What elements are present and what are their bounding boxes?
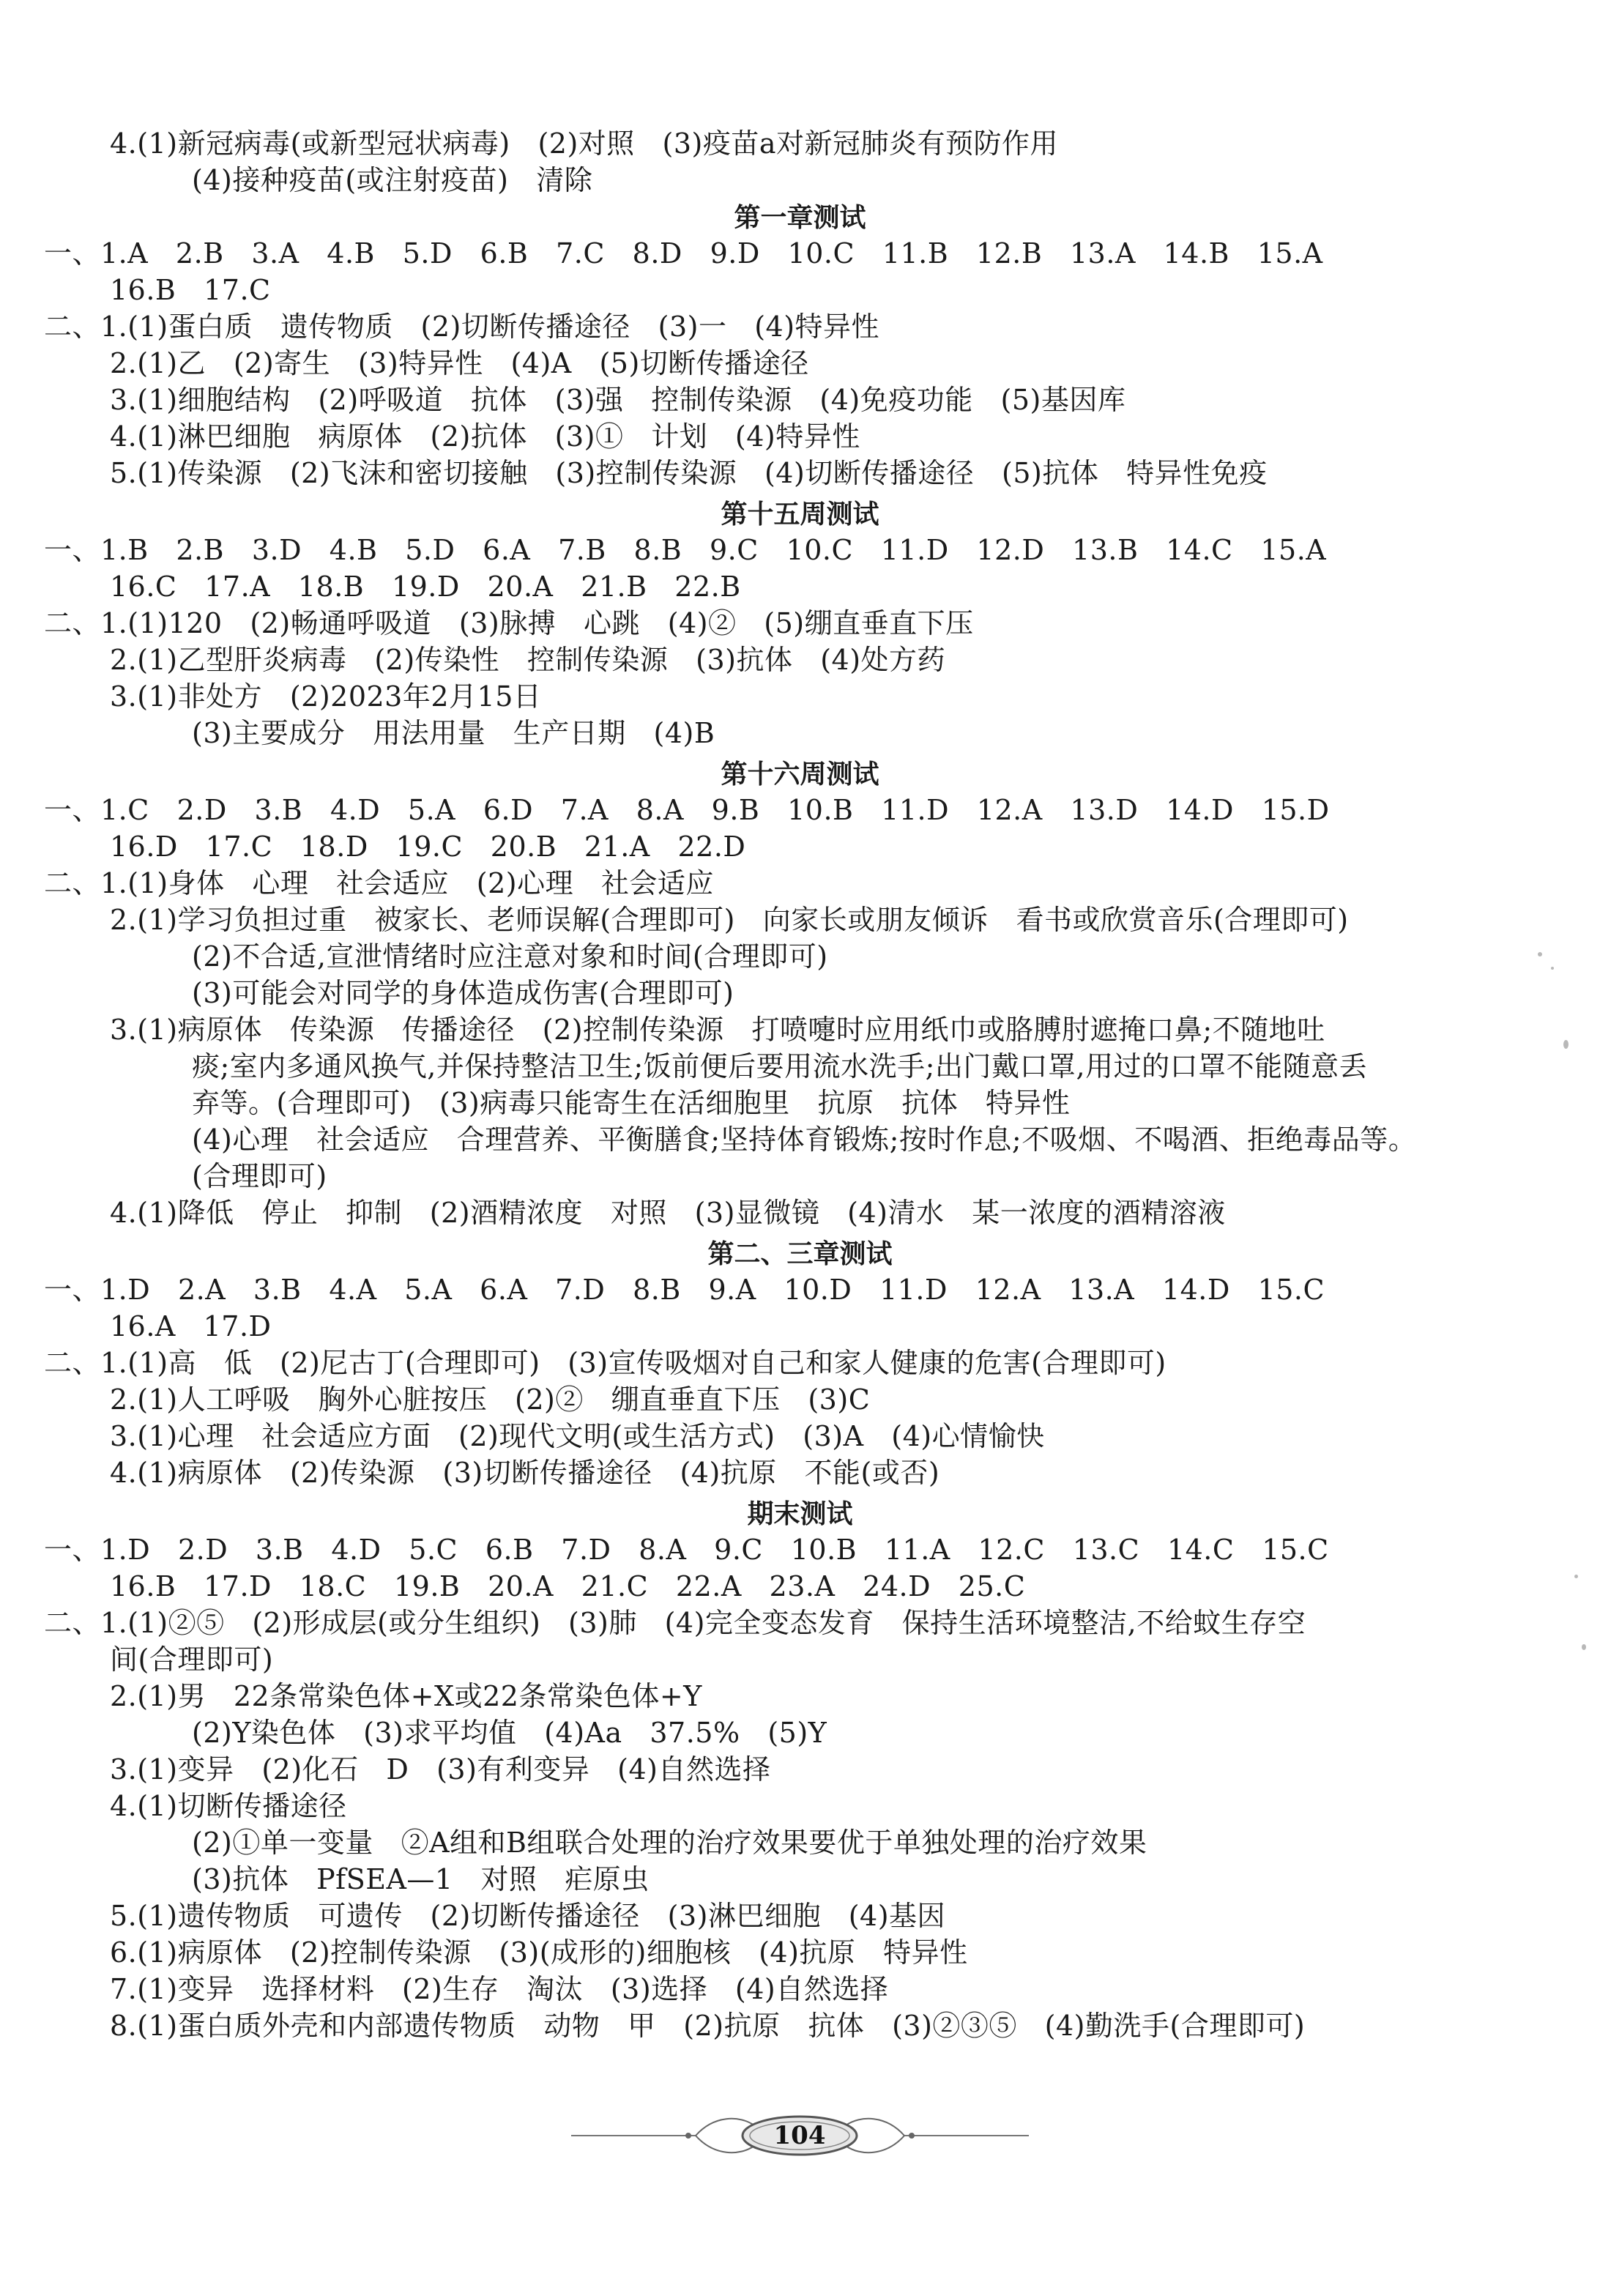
answer-line: 8.(1)蛋白质外壳和内部遗传物质 动物 甲 (2)抗原 抗体 (3)②③⑤ (4)勤洗手(合理即可) — [110, 2010, 1306, 2042]
answer-line: 一、1.D 2.D 3.B 4.D 5.C 6.B 7.D 8.A 9.C 10.B 11.A 12.C 13.C 14.C 15.C — [44, 1534, 1329, 1566]
answer-line: 2.(1)人工呼吸 胸外心脏按压 (2)② 绷直垂直下压 (3)C — [110, 1383, 871, 1416]
answer-line: 二、1.(1)②⑤ (2)形成层(或分生组织) (3)肺 (4)完全变态发育 保持生活环境整洁,不给蚊生存空 — [44, 1607, 1306, 1639]
answer-line: (4)心理 社会适应 合理营养、平衡膳食;坚持体育锻炼;按时作息;不吸烟、不喝酒、拒绝毒品等。 — [192, 1123, 1417, 1156]
answer-line: 痰;室内多通风换气,并保持整洁卫生;饭前便后要用流水洗手;出门戴口罩,用过的口罩不能随意丢 — [192, 1050, 1368, 1082]
answer-line: (3)可能会对同学的身体造成伤害(合理即可) — [192, 977, 734, 1009]
section-heading: 期末测试 — [747, 1499, 853, 1529]
answer-line: 二、1.(1)120 (2)畅通呼吸道 (3)脉搏 心跳 (4)② (5)绷直垂直下压 — [44, 607, 974, 639]
page-number: 104 — [773, 2121, 826, 2150]
answer-line: (2)不合适,宣泄情绪时应注意对象和时间(合理即可) — [192, 940, 828, 973]
answer-line: 二、1.(1)身体 心理 社会适应 (2)心理 社会适应 — [44, 867, 714, 899]
section-heading: 第十五周测试 — [721, 499, 879, 530]
answer-line: 一、1.C 2.D 3.B 4.D 5.A 6.D 7.A 8.A 9.B 10.B 11.D 12.A 13.D 14.D 15.D — [44, 794, 1330, 826]
answer-line: 一、1.A 2.B 3.A 4.B 5.D 6.B 7.C 8.D 9.D 10.C 11.B 12.B 13.A 14.B 15.A — [44, 237, 1323, 270]
answer-line: 二、1.(1)高 低 (2)尼古丁(合理即可) (3)宣传吸烟对自己和家人健康的危害(合理即可) — [44, 1347, 1166, 1379]
answer-line: 3.(1)非处方 (2)2023年2月15日 — [110, 680, 542, 713]
answer-line: 16.C 17.A 18.B 19.D 20.A 21.B 22.B — [110, 571, 741, 603]
answer-line: (3)主要成分 用法用量 生产日期 (4)B — [192, 717, 715, 749]
answer-line: 3.(1)病原体 传染源 传播途径 (2)控制传染源 打喷嚏时应用纸巾或胳膊肘遮掩口鼻;不随地吐 — [110, 1014, 1325, 1046]
answer-line: 2.(1)学习负担过重 被家长、老师误解(合理即可) 向家长或朋友倾诉 看书或欣赏音乐(合理即可) — [110, 904, 1349, 936]
answer-line: 4.(1)切断传播途径 — [110, 1790, 347, 1822]
answer-line: 间(合理即可) — [110, 1643, 274, 1676]
page-footer — [0, 2109, 1600, 2168]
answer-line: 4.(1)新冠病毒(或新型冠状病毒) (2)对照 (3)疫苗a对新冠肺炎有预防作用 — [110, 127, 1059, 160]
answer-line: (合理即可) — [192, 1160, 327, 1192]
answer-line: 4.(1)病原体 (2)传染源 (3)切断传播途径 (4)抗原 不能(或否) — [110, 1457, 940, 1489]
section-heading: 第十六周测试 — [721, 759, 879, 790]
answer-line: 6.(1)病原体 (2)控制传染源 (3)(成形的)细胞核 (4)抗原 特异性 — [110, 1936, 968, 1969]
answer-line: 一、1.B 2.B 3.D 4.B 5.D 6.A 7.B 8.B 9.C 10.C 11.D 12.D 13.B 14.C 15.A — [44, 534, 1327, 566]
answer-line: 2.(1)男 22条常染色体+X或22条常染色体+Y — [110, 1680, 702, 1712]
answer-line: (3)抗体 PfSEA—1 对照 疟原虫 — [192, 1863, 650, 1895]
scan-speck — [1582, 1644, 1586, 1650]
section-heading: 第二、三章测试 — [707, 1239, 893, 1269]
answer-line: 3.(1)变异 (2)化石 D (3)有利变异 (4)自然选择 — [110, 1753, 771, 1786]
answer-line: 16.B 17.C — [110, 274, 271, 306]
answer-line: 2.(1)乙型肝炎病毒 (2)传染性 控制传染源 (3)抗体 (4)处方药 — [110, 644, 946, 676]
answer-line: 二、1.(1)蛋白质 遗传物质 (2)切断传播途径 (3)一 (4)特异性 — [44, 311, 880, 343]
answer-line: (2)①单一变量 ②A组和B组联合处理的治疗效果要优于单独处理的治疗效果 — [192, 1827, 1147, 1859]
answer-line: 16.B 17.D 18.C 19.B 20.A 21.C 22.A 23.A 24.D 25.C — [110, 1570, 1026, 1602]
answer-line: (4)接种疫苗(或注射疫苗) 清除 — [192, 164, 593, 196]
scan-speck — [1563, 1040, 1569, 1049]
answer-line: 5.(1)传染源 (2)飞沫和密切接触 (3)控制传染源 (4)切断传播途径 (5)抗体 特异性免疫 — [110, 457, 1268, 489]
answer-line: 4.(1)淋巴细胞 病原体 (2)抗体 (3)① 计划 (4)特异性 — [110, 420, 860, 453]
answer-line: 16.A 17.D — [110, 1310, 272, 1342]
answer-line: 2.(1)乙 (2)寄生 (3)特异性 (4)A (5)切断传播途径 — [110, 347, 809, 379]
scan-speck — [1574, 1575, 1578, 1578]
answer-line: (2)Y染色体 (3)求平均值 (4)Aa 37.5% (5)Y — [192, 1717, 827, 1749]
answer-line: 4.(1)降低 停止 抑制 (2)酒精浓度 对照 (3)显微镜 (4)清水 某一浓度的酒精溶液 — [110, 1197, 1226, 1229]
answer-line: 16.D 17.C 18.D 19.C 20.B 21.A 22.D — [110, 831, 746, 863]
answer-line: 3.(1)心理 社会适应方面 (2)现代文明(或生活方式) (3)A (4)心情愉快 — [110, 1420, 1045, 1452]
section-heading: 第一章测试 — [734, 203, 866, 233]
answer-line: 弃等。(合理即可) (3)病毒只能寄生在活细胞里 抗原 抗体 特异性 — [192, 1087, 1071, 1119]
answer-line: 5.(1)遗传物质 可遗传 (2)切断传播途径 (3)淋巴细胞 (4)基因 — [110, 1900, 946, 1932]
answer-line: 7.(1)变异 选择材料 (2)生存 淘汰 (3)选择 (4)自然选择 — [110, 1973, 889, 2005]
answer-line: 3.(1)细胞结构 (2)呼吸道 抗体 (3)强 控制传染源 (4)免疫功能 (5)基因库 — [110, 384, 1126, 416]
scan-speck — [1551, 967, 1554, 970]
answer-line: 一、1.D 2.A 3.B 4.A 5.A 6.A 7.D 8.B 9.A 10.D 11.D 12.A 13.A 14.D 15.C — [44, 1274, 1325, 1306]
scan-speck — [1538, 952, 1542, 956]
